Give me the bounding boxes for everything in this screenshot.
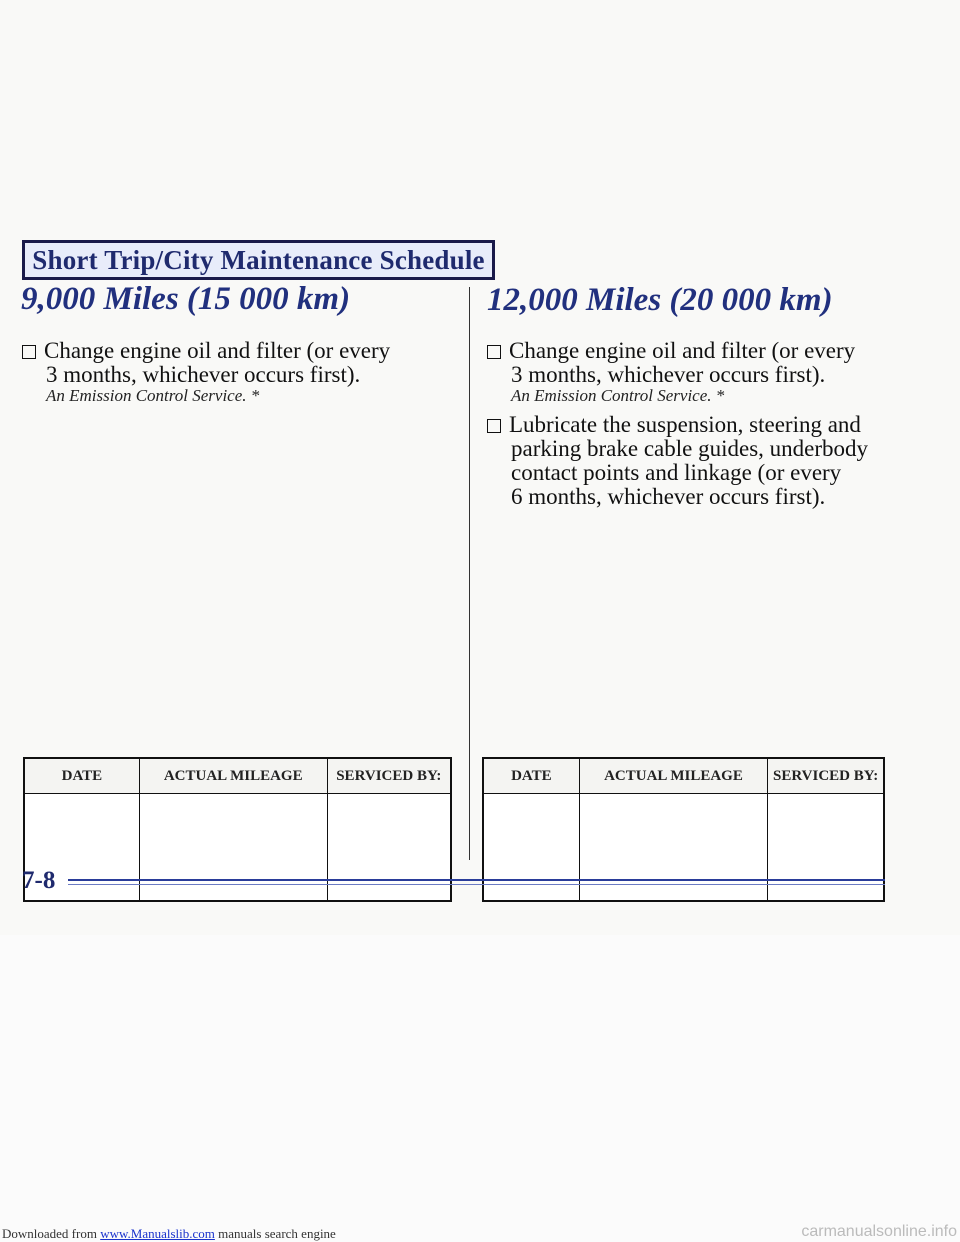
column-header-serviced-by: SERVICED BY: (768, 758, 884, 794)
task-text-line: Change engine oil and filter (or every (509, 338, 856, 363)
task-text-line: 3 months, whichever occurs first). (511, 362, 826, 387)
task-item (22, 339, 442, 387)
column-header-date: DATE (24, 758, 139, 794)
page-number: 7-8 (22, 867, 56, 894)
task-text-line: parking brake cable guides, underbody (511, 436, 869, 461)
footer-rule-thin (68, 884, 885, 885)
task-text-line: contact points and linkage (or every (511, 460, 842, 485)
column-divider (469, 287, 470, 860)
download-footer (2, 1226, 336, 1242)
checkbox-icon[interactable] (22, 345, 36, 359)
task-item (487, 413, 907, 509)
column-header-mileage: ACTUAL MILEAGE (579, 758, 767, 794)
table-header-row (483, 758, 884, 794)
section-header (22, 240, 495, 280)
column-header-mileage: ACTUAL MILEAGE (139, 758, 327, 794)
emission-note: An Emission Control Service. * (46, 386, 260, 405)
footer-suffix: manuals search engine (218, 1226, 336, 1241)
checkbox-icon[interactable] (487, 345, 501, 359)
interval-title-9000: 9,000 Miles (15 000 km) (21, 281, 351, 317)
interval-title-12000: 12,000 Miles (20 000 km) (487, 282, 833, 318)
manualslib-link[interactable]: www.Manualslib.com (100, 1226, 215, 1241)
section-header-title: Short Trip/City Maintenance Schedule (32, 244, 485, 275)
footer-rule (68, 879, 885, 881)
footer-prefix: Downloaded from (2, 1226, 97, 1241)
task-text-line: Change engine oil and filter (or every (44, 338, 391, 363)
task-item (487, 339, 907, 387)
checkbox-icon[interactable] (487, 419, 501, 433)
watermark-text: carmanualsonline.info (801, 1223, 957, 1240)
task-text-line: 3 months, whichever occurs first). (46, 362, 361, 387)
emission-note: An Emission Control Service. * (511, 386, 725, 405)
column-header-serviced-by: SERVICED BY: (327, 758, 451, 794)
task-text-line: Lubricate the suspension, steering and (509, 412, 861, 437)
table-header-row (24, 758, 451, 794)
column-header-date: DATE (483, 758, 579, 794)
task-text-line: 6 months, whichever occurs first). (511, 484, 826, 509)
